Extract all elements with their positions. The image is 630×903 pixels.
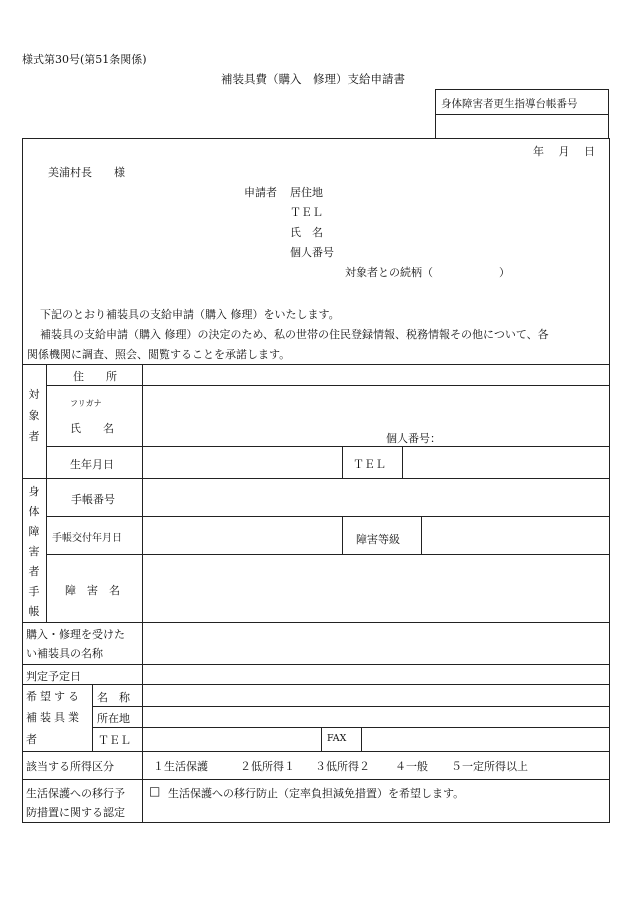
scheduled-date-field[interactable] bbox=[144, 666, 608, 683]
consent-statement-line2: 関係機関に調査、照会、閲覧することを承諾します。 bbox=[27, 348, 291, 361]
subject-birthdate-label: 生年月日 bbox=[70, 458, 114, 471]
device-name-label-line1: 購入・修理を受けた bbox=[26, 628, 125, 641]
income-option-1[interactable]: １生活保護 bbox=[153, 760, 208, 773]
handbook-issue-date-field[interactable] bbox=[144, 518, 341, 553]
disability-name-field[interactable] bbox=[144, 556, 608, 621]
subject-group-label: 対 象 者 bbox=[28, 388, 40, 443]
form-title: 補装具費（購入 修理）支給申請書 bbox=[221, 72, 405, 86]
vendor-fax-field[interactable] bbox=[363, 729, 608, 750]
vendor-group-label-line2: 補装具業 bbox=[26, 711, 82, 724]
subject-birthdate-field[interactable] bbox=[144, 448, 341, 477]
vendor-group-label-line1: 希望する bbox=[26, 690, 82, 703]
application-statement: 下記のとおり補装具の支給申請（購入 修理）をいたします。 bbox=[40, 308, 340, 321]
applicant-name-label: 氏 名 bbox=[290, 226, 323, 239]
handbook-number-field[interactable] bbox=[144, 480, 608, 515]
vendor-name-label: 名 称 bbox=[97, 691, 130, 704]
vendor-fax-label: FAX bbox=[327, 733, 347, 744]
income-option-4[interactable]: ４一般 bbox=[395, 760, 428, 773]
subject-address-label: 住 所 bbox=[73, 370, 117, 383]
vendor-tel-label: ＴＥＬ bbox=[98, 734, 131, 747]
income-option-5[interactable]: ５一定所得以上 bbox=[451, 760, 528, 773]
disability-grade-label: 障害等級 bbox=[356, 533, 400, 546]
handbook-issue-date-label: 手帳交付年月日 bbox=[52, 533, 122, 544]
subject-tel-label: ＴＥＬ bbox=[353, 458, 386, 471]
addressee: 美浦村長 様 bbox=[48, 166, 125, 179]
income-option-2[interactable]: ２低所得１ bbox=[240, 760, 295, 773]
subject-name-label: 氏 名 bbox=[70, 422, 114, 435]
subject-name-field[interactable] bbox=[144, 387, 608, 445]
transition-checkbox[interactable]: □ bbox=[149, 784, 161, 798]
vendor-name-field[interactable] bbox=[144, 686, 608, 705]
disability-name-label: 障 害 名 bbox=[65, 584, 120, 597]
income-category-label: 該当する所得区分 bbox=[26, 760, 114, 773]
ledger-number-label: 身体障害者更生指導台帳番号 bbox=[441, 98, 578, 110]
subject-furigana-label: フリガナ bbox=[70, 399, 102, 408]
form-number: 様式第30号(第51条関係) bbox=[22, 53, 147, 66]
device-name-field[interactable] bbox=[144, 624, 608, 663]
applicant-address-label: 居住地 bbox=[290, 186, 323, 199]
vendor-tel-field[interactable] bbox=[144, 729, 320, 750]
relationship-label: 対象者との続柄（ ） bbox=[345, 266, 510, 279]
scheduled-date-label: 判定予定日 bbox=[26, 670, 81, 683]
consent-statement-line1: 補装具の支給申請（購入 修理）の決定のため、私の世帯の住民登録情報、税務情報その他について、各 bbox=[40, 328, 549, 341]
vendor-group-label-line3: 者 bbox=[26, 733, 37, 746]
transition-label-line2: 防措置に関する認定 bbox=[26, 806, 125, 819]
date-field[interactable]: 年 月 日 bbox=[533, 145, 595, 158]
subject-tel-field[interactable] bbox=[404, 448, 608, 477]
income-option-3[interactable]: ３低所得２ bbox=[315, 760, 370, 773]
ledger-number-field[interactable] bbox=[437, 116, 607, 136]
transition-statement: 生活保護への移行防止（定率負担減免措置）を希望します。 bbox=[168, 787, 465, 800]
transition-label-line1: 生活保護への移行予 bbox=[26, 787, 125, 800]
handbook-number-label: 手帳番号 bbox=[71, 493, 115, 506]
disability-grade-field[interactable] bbox=[423, 518, 608, 553]
applicant-individual-number-label: 個人番号 bbox=[290, 246, 334, 259]
vendor-location-label: 所在地 bbox=[97, 712, 130, 725]
subject-address-field[interactable] bbox=[144, 366, 608, 384]
handbook-group-label: 身 体 障 害 者 手 帳 bbox=[28, 485, 40, 618]
subject-individual-number-label: 個人番号： bbox=[386, 432, 441, 445]
applicant-tel-label: ＴＥＬ bbox=[290, 206, 323, 219]
device-name-label-line2: い補装具の名称 bbox=[26, 647, 103, 660]
applicant-label: 申請者 bbox=[244, 186, 277, 199]
vendor-location-field[interactable] bbox=[144, 708, 608, 726]
